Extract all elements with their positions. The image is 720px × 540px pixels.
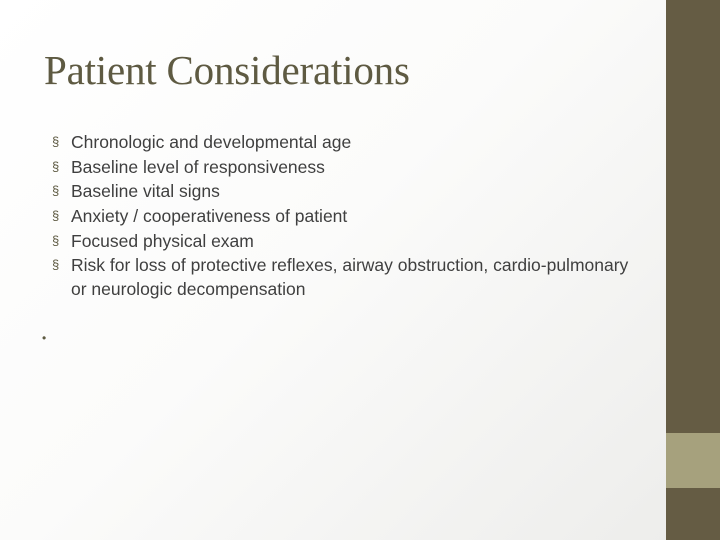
bullet-text: Anxiety / cooperativeness of patient xyxy=(71,206,348,227)
section-bullet-icon: § xyxy=(52,158,60,174)
section-bullet-icon: § xyxy=(52,208,60,224)
section-bullet-icon: § xyxy=(52,257,60,273)
list-item xyxy=(52,204,642,228)
list-item xyxy=(52,155,642,179)
bullet-text: Risk for loss of protective reflexes, airway obstruction, cardio-pulmonary or neurologic decompensation xyxy=(71,255,629,300)
section-bullet-icon: § xyxy=(52,134,60,149)
sidebar-bottom-block xyxy=(666,488,720,540)
slide-title: Patient Considerations xyxy=(44,47,410,93)
bullet-text: Focused physical exam xyxy=(71,230,254,251)
list-item xyxy=(52,229,642,253)
sidebar-bar xyxy=(666,0,720,433)
empty-bullet-icon: • xyxy=(42,331,47,345)
list-item xyxy=(52,179,642,203)
list-item xyxy=(52,253,642,301)
list-item xyxy=(52,130,642,154)
sidebar-accent-block xyxy=(666,433,720,488)
bullet-list xyxy=(52,130,642,302)
bullet-text: Baseline level of responsiveness xyxy=(71,156,325,177)
section-bullet-icon: § xyxy=(52,232,60,248)
section-bullet-icon: § xyxy=(52,183,60,199)
bullet-text: Baseline vital signs xyxy=(71,181,220,202)
bullet-text: Chronologic and developmental age xyxy=(71,132,352,152)
